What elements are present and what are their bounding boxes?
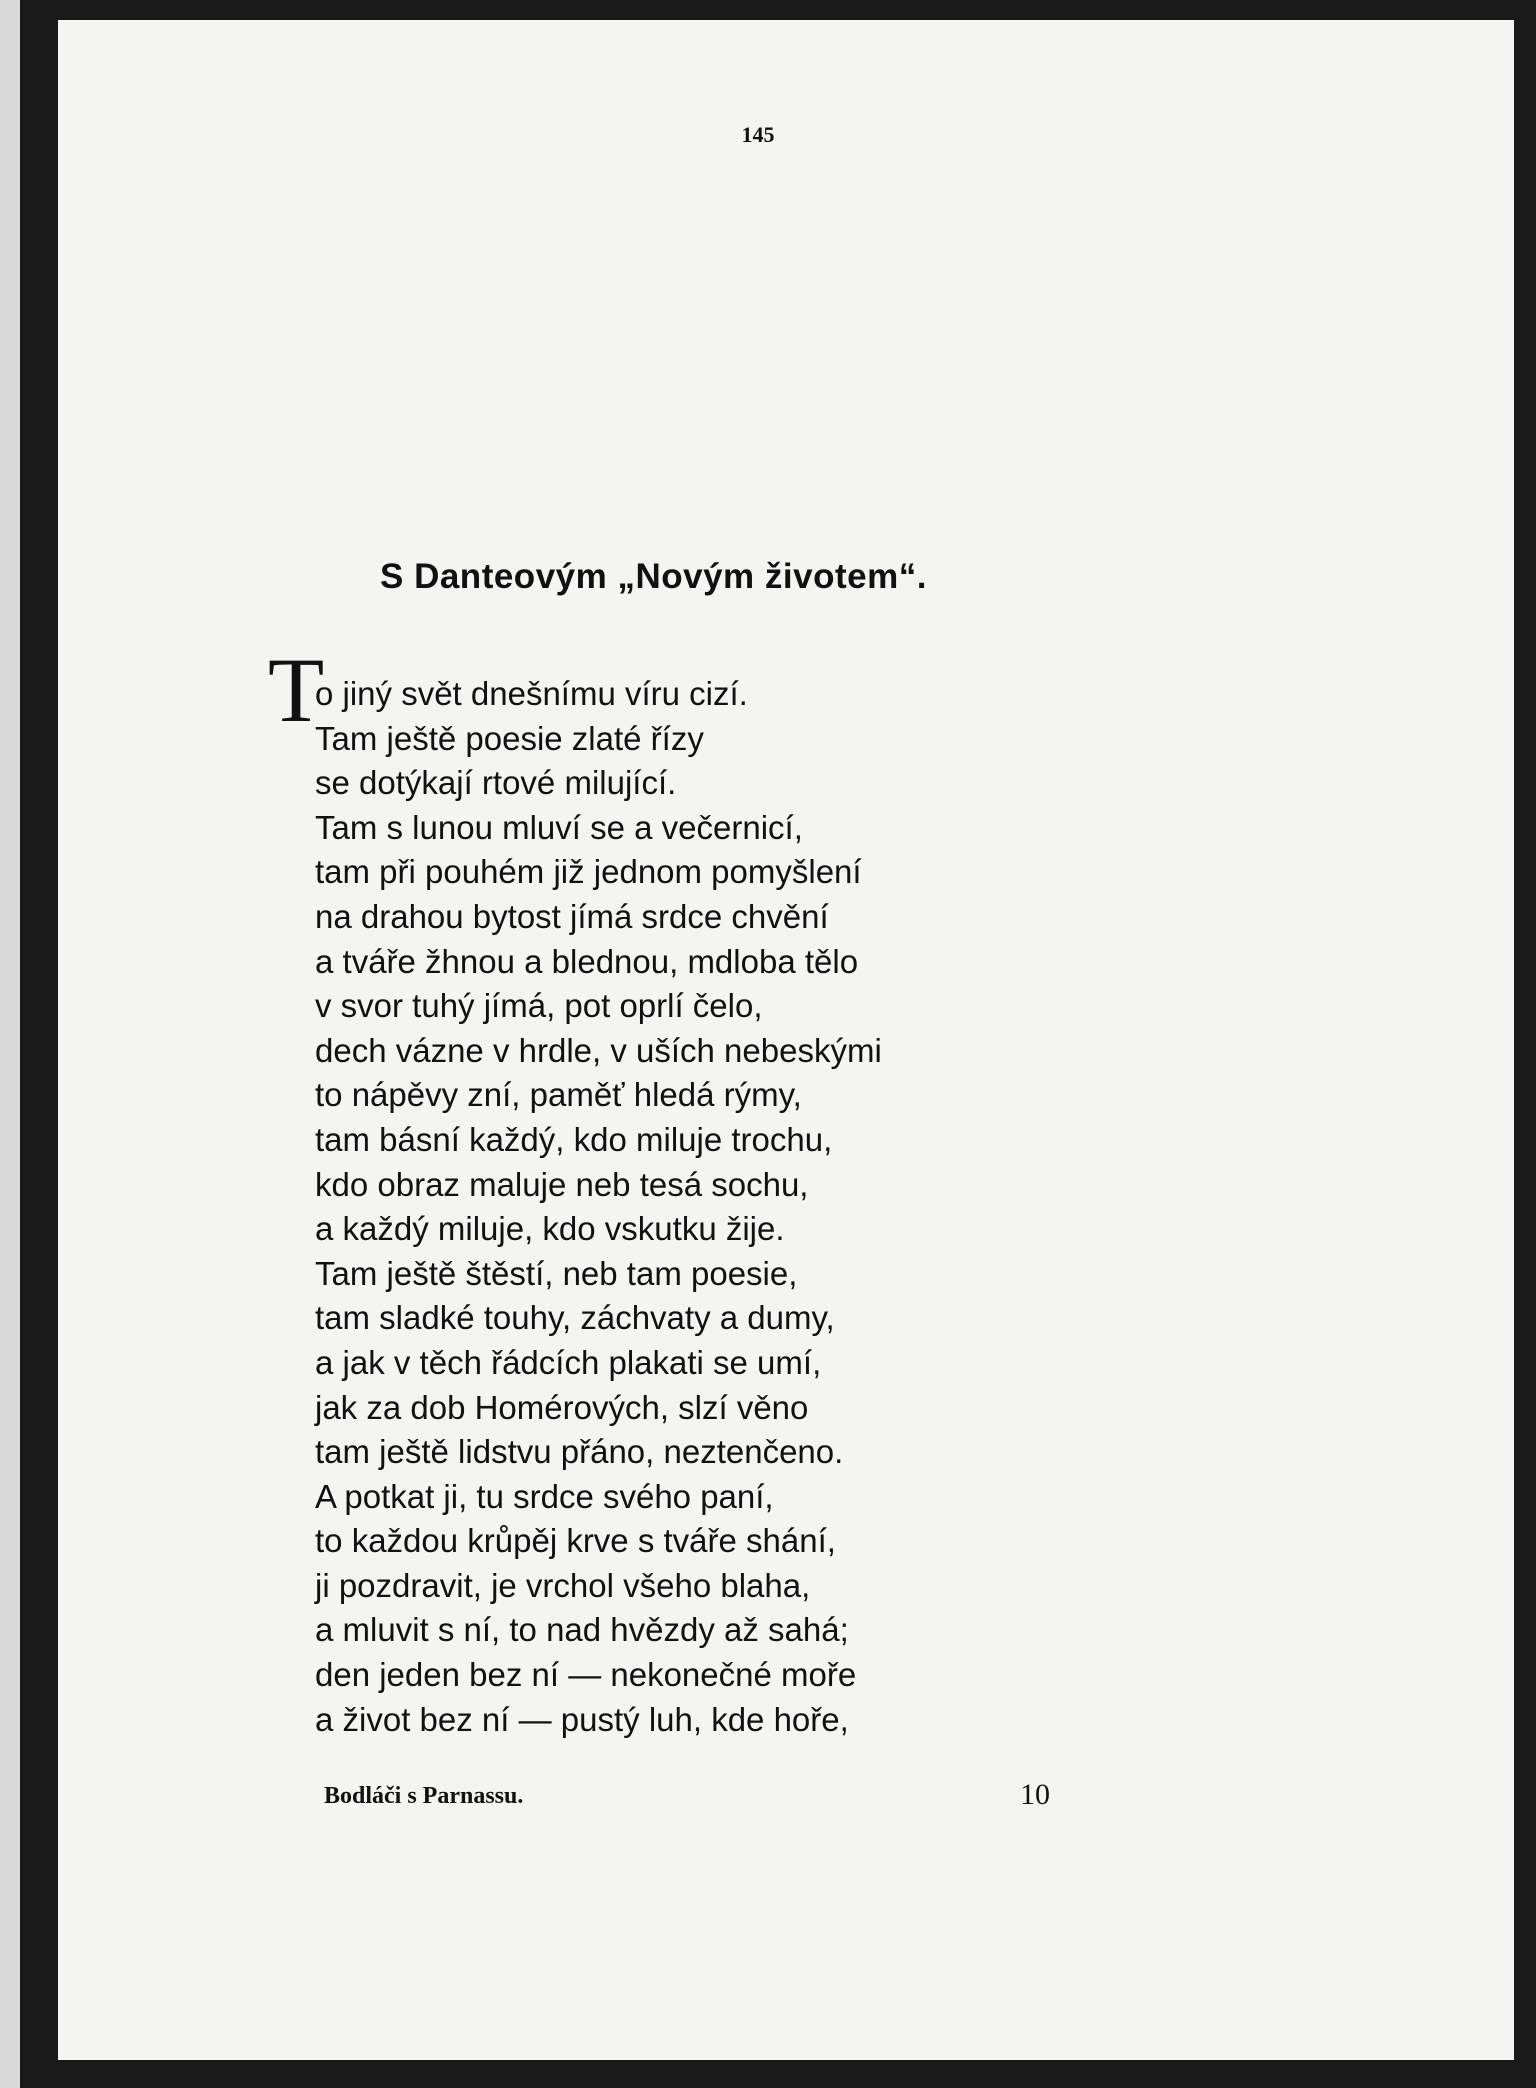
poem-line: tam básní každý, kdo miluje trochu, xyxy=(315,1120,833,1158)
poem-line: a každý miluje, kdo vskutku žije. xyxy=(315,1210,785,1248)
poem-line: Tam ještě štěstí, neb tam poesie, xyxy=(315,1254,798,1292)
poem-line: to každou krůpěj krve s tváře shání, xyxy=(315,1522,836,1560)
poem-line: Tam s lunou mluví se a večernicí, xyxy=(315,808,803,846)
drop-cap-initial: T xyxy=(268,639,325,741)
poem-title: S Danteovým „Novým životem“. xyxy=(380,557,927,596)
poem-line: se dotýkají rtové milující. xyxy=(315,764,677,802)
poem-line: tam sladké touhy, záchvaty a dumy, xyxy=(315,1299,835,1337)
footer-signature-mark: 10 xyxy=(1020,1778,1050,1811)
poem-body xyxy=(315,672,882,1742)
poem-line: a tváře žhnou a blednou, mdloba tělo xyxy=(315,942,859,980)
book-page xyxy=(58,20,1514,2060)
page-number: 145 xyxy=(741,122,775,147)
poem-line: den jeden bez ní — nekonečné moře xyxy=(315,1656,857,1694)
poem-line: a život bez ní — pustý luh, kde hoře, xyxy=(315,1700,849,1738)
poem-line: o jiný svět dnešnímu víru cizí. xyxy=(315,675,748,712)
poem-line: kdo obraz maluje neb tesá sochu, xyxy=(315,1165,809,1203)
poem-line: dech vázne v hrdle, v uších nebeskými xyxy=(315,1031,882,1069)
poem-line: a mluvit s ní, to nad hvězdy až sahá; xyxy=(315,1611,849,1649)
adjacent-page-edge xyxy=(0,0,20,2088)
poem-line: ji pozdravit, je vrchol všeho blaha, xyxy=(315,1566,811,1604)
poem-line: to nápěvy zní, paměť hledá rýmy, xyxy=(315,1076,802,1114)
poem-line: na drahou bytost jímá srdce chvění xyxy=(315,897,829,935)
poem-line: jak za dob Homérových, slzí věno xyxy=(315,1388,809,1426)
poem-line: Tam ještě poesie zlaté řízy xyxy=(315,719,704,757)
poem-line: tam při pouhém již jednom pomyšlení xyxy=(315,853,862,891)
poem-line: v svor tuhý jímá, pot oprlí čelo, xyxy=(315,987,763,1025)
footer-book-title: Bodláči s Parnassu. xyxy=(324,1783,524,1809)
poem-line: tam ještě lidstvu přáno, neztenčeno. xyxy=(315,1433,844,1471)
poem-line: a jak v těch řádcích plakati se umí, xyxy=(315,1343,822,1381)
poem-line: A potkat ji, tu srdce svého paní, xyxy=(315,1477,774,1515)
